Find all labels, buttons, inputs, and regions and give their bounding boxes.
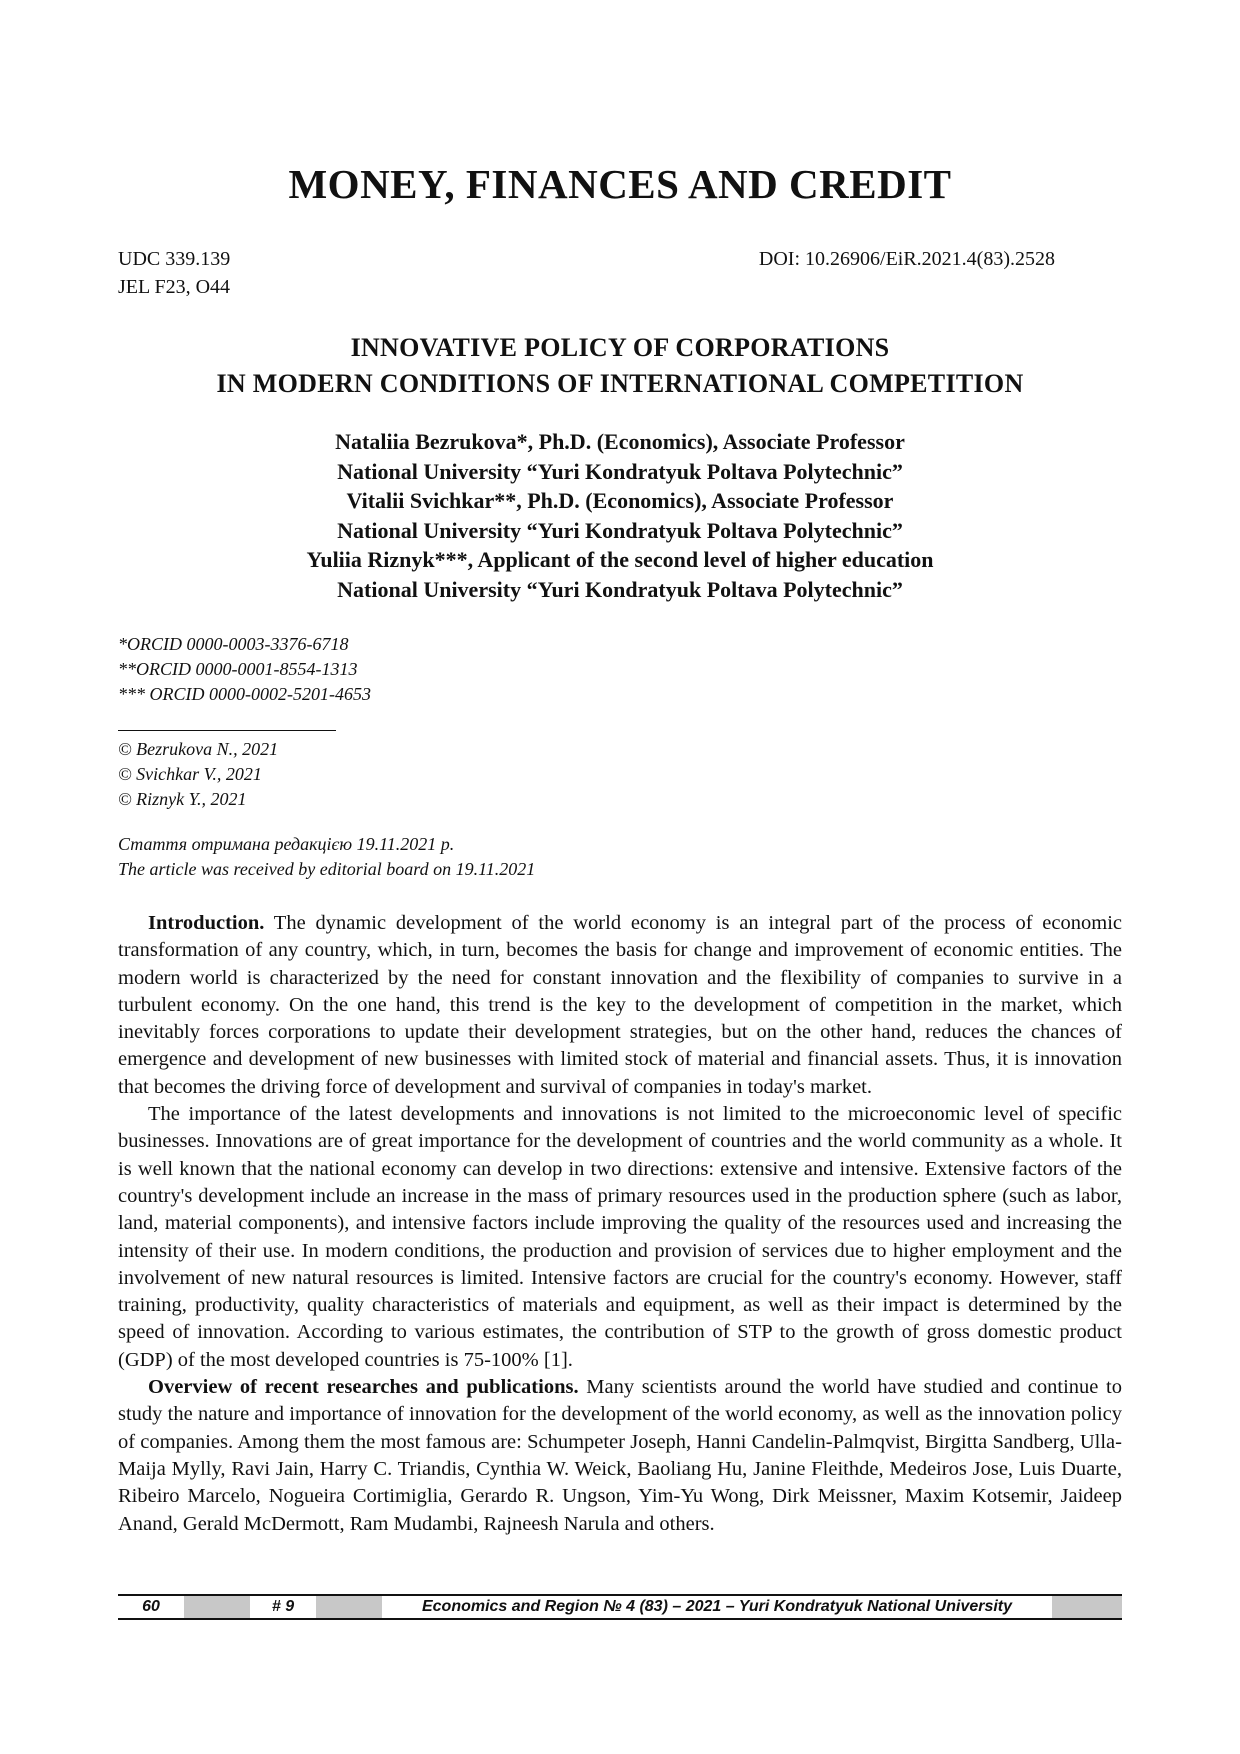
article-title-line-2: IN MODERN CONDITIONS OF INTERNATIONAL COMPETITION <box>216 369 1024 398</box>
footer-gray-block <box>316 1596 382 1618</box>
footer-gray-block <box>1052 1596 1122 1618</box>
udc-code: UDC 339.139 <box>118 248 231 270</box>
copyright-2: © Svichkar V., 2021 <box>118 764 262 784</box>
page-footer <box>118 1594 1122 1620</box>
received-note <box>118 832 535 882</box>
affiliation-1: National University “Yuri Kondratyuk Poltava Polytechnic” <box>337 458 903 484</box>
orcid-1: *ORCID 0000-0003-3376-6718 <box>118 634 349 654</box>
paragraph-importance <box>118 1101 1122 1374</box>
affiliation-2: National University “Yuri Kondratyuk Poltava Polytechnic” <box>337 517 903 543</box>
copyright-1: © Bezrukova N., 2021 <box>118 739 279 759</box>
copyright-list <box>118 737 278 812</box>
paragraph-overview <box>118 1374 1122 1538</box>
received-english: The article was received by editorial board on 19.11.2021 <box>118 859 536 879</box>
introduction-heading: Introduction. <box>148 912 265 934</box>
author-block <box>0 427 1240 604</box>
orcid-list <box>118 632 371 707</box>
article-body <box>118 910 1122 1538</box>
introduction-text: The dynamic development of the world economy is an integral part of the process of economic transformation of any country, which, in turn, becomes the basis for change and improvement of economic entities. The modern world is characterized by the need for constant innovation and the flexibility of companies to survive in a turbulent economy. On the one hand, this trend is the key to the development of competition in the market, which inevitably forces corporations to update their development strategies, but on the other hand, reduces the chances of emergence and development of new businesses with limited stock of material and financial assets. Thus, it is innovation that becomes the driving force of development and survival of companies in today's market. <box>118 912 1122 1098</box>
affiliation-3: National University “Yuri Kondratyuk Poltava Polytechnic” <box>337 576 903 602</box>
overview-heading: Overview of recent researches and publications. <box>148 1376 579 1399</box>
author-3: Yuliia Riznyk***, Applicant of the second level of higher education <box>306 547 934 572</box>
received-ukrainian: Стаття отримана редакцією 19.11.2021 р. <box>118 834 455 854</box>
article-title-line-1: INNOVATIVE POLICY OF CORPORATIONS <box>350 333 890 362</box>
importance-text: The importance of the latest developments and innovations is not limited to the microeconomic level of specific businesses. Innovations are of great importance for the development of countries and the world community as a whole. It is well known that the national economy can develop in two directions: extensive and intensive. Extensive factors of the country's development include an increase in the mass of primary resources used in the production sphere (such as labor, land, material components), and intensive factors include improving the quality of the resources used and increasing the intensity of their use. In modern conditions, the production and provision of services due to higher employment and the involvement of new natural resources is limited. Intensive factors are crucial for the country's economy. However, staff training, productivity, quality characteristics of materials and equipment, as well as their impact is determined by the speed of innovation. According to various estimates, the contribution of STP to the growth of gross domestic product (GDP) of the most developed countries is 75-100% [1]. <box>118 1103 1122 1371</box>
journal-info: Economics and Region № 4 (83) – 2021 – Yuri Kondratyuk National University <box>421 1598 1013 1615</box>
divider <box>118 730 336 731</box>
paragraph-introduction <box>118 910 1122 1101</box>
section-title: MONEY, FINANCES AND CREDIT <box>288 161 952 207</box>
doi: DOI: 10.26906/EiR.2021.4(83).2528 <box>758 248 1055 270</box>
jel-code: JEL F23, O44 <box>118 276 231 298</box>
classification-codes <box>118 245 230 301</box>
overview-text: Many scientists around the world have studied and continue to study the nature and importance of innovation for the development of the world economy, as well as the innovation policy of companies. Among them the most famous are: Schumpeter Joseph, Hanni Candelin-Palmqvist, Birgitta Sandberg, Ulla-Maija Mylly, Ravi Jain, Harry C. Triandis, Cynthia W. Weick, Baoliang Hu, Janine Fleithde, Medeiros Jose, Luis Duarte, Ribeiro Marcelo, Nogueira Cortimiglia, Gerardo R. Ungson, Yim-Yu Wong, Dirk Meissner, Maxim Kotsemir, Jaideep Anand, Gerald McDermott, Ram Mudambi, Rajneesh Narula and others. <box>118 1376 1122 1535</box>
orcid-2: **ORCID 0000-0001-8554-1313 <box>118 659 358 679</box>
footer-gray-block <box>184 1596 250 1618</box>
author-1: Nataliia Bezrukova*, Ph.D. (Economics), Associate Professor <box>335 429 905 454</box>
article-title <box>0 330 1240 402</box>
issue-number: # 9 <box>271 1598 295 1615</box>
orcid-3: *** ORCID 0000-0002-5201-4653 <box>118 684 371 704</box>
copyright-3: © Riznyk Y., 2021 <box>118 789 247 809</box>
author-2: Vitalii Svichkar**, Ph.D. (Economics), Associate Professor <box>346 488 894 513</box>
page-number: 60 <box>142 1598 160 1615</box>
